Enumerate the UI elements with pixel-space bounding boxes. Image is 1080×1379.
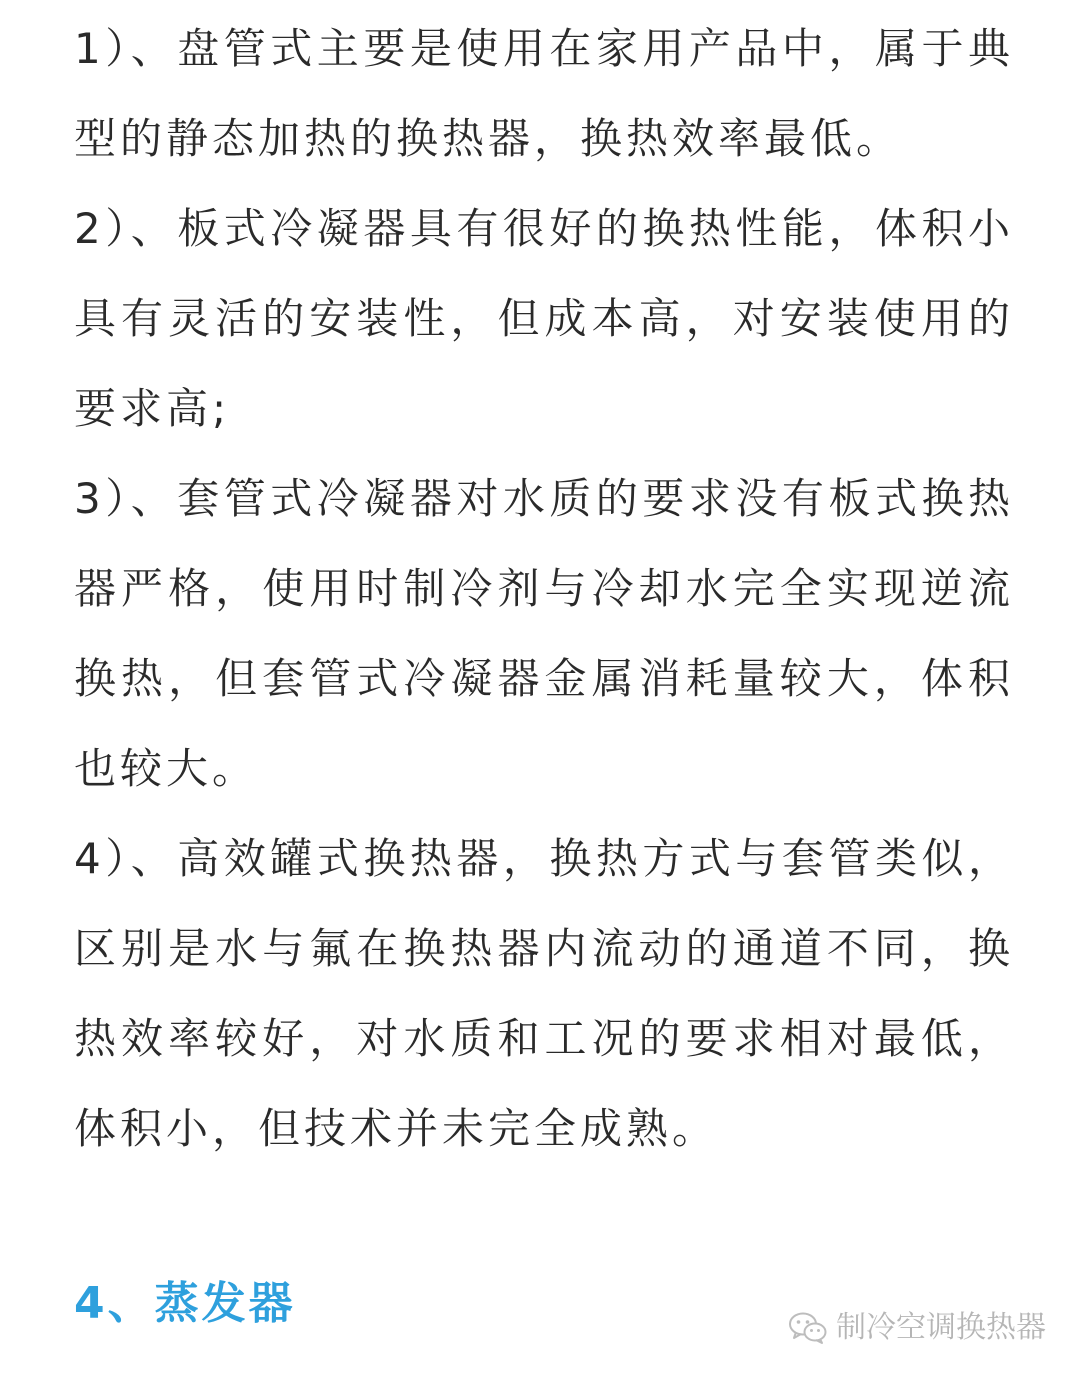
watermark-text: 制冷空调换热器 [836,1310,1046,1345]
section-heading-evaporator: 4、蒸发器 [74,1278,296,1329]
paragraph-tank-exchanger: 4）、高效罐式换热器，换热方式与套管类似，区别是水与氟在换热器内流动的通道不同，换热效率较好，对水质和工况的要求相对最低，体积小，但技术并未完全成熟。 [74,834,1014,1153]
watermark [788,1306,1046,1350]
paragraph-plate-condenser: 2）、板式冷凝器具有很好的换热性能，体积小具有灵活的安装性，但成本高，对安装使用的要求高; [74,204,1014,433]
paragraph-coil-type: 1）、盘管式主要是使用在家用产品中，属于典型的静态加热的换热器，换热效率最低。 [74,24,1014,163]
paragraph-tube-condenser: 3）、套管式冷凝器对水质的要求没有板式换热器严格，使用时制冷剂与冷却水完全实现逆流换热，但套管式冷凝器金属消耗量较大，体积也较大。 [74,474,1014,793]
wechat-icon [788,1311,828,1345]
